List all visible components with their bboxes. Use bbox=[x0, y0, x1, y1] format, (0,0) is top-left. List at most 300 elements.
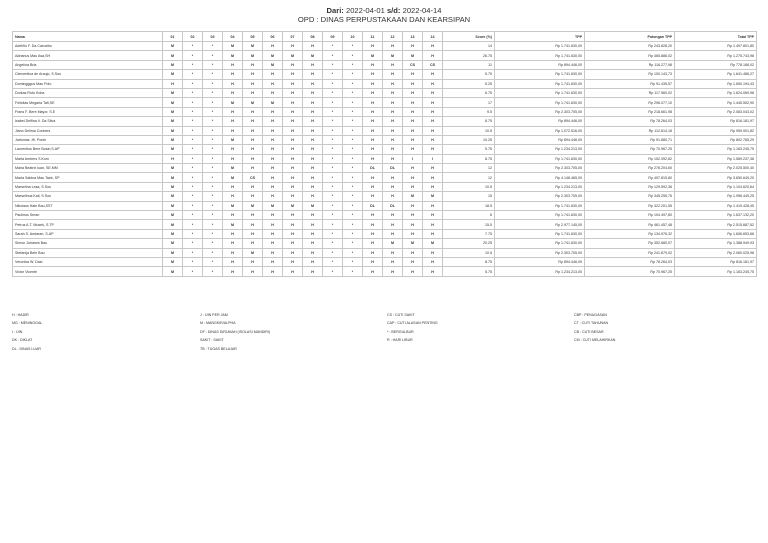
tpp-cell: Rp 1.741.630,00 bbox=[495, 239, 585, 248]
attendance-code-cell: H bbox=[283, 192, 303, 201]
tpp-deduction-cell: Rp 112.614,18 bbox=[585, 126, 675, 135]
attendance-code-cell: H bbox=[363, 239, 383, 248]
score-cell: 15.5 bbox=[443, 220, 495, 229]
attendance-code-cell: H bbox=[363, 117, 383, 126]
employee-name-cell: Angelina Bria bbox=[13, 60, 163, 69]
attendance-code-cell: * bbox=[343, 145, 363, 154]
attendance-code-cell: * bbox=[323, 98, 343, 107]
attendance-code-cell: * bbox=[343, 88, 363, 97]
attendance-code-cell: * bbox=[323, 201, 343, 210]
attendance-code-cell: H bbox=[283, 107, 303, 116]
attendance-code-cell: H bbox=[423, 135, 443, 144]
tpp-deduction-cell: Rp 243.828,20 bbox=[585, 42, 675, 51]
employee-name-cell: Nikolaus Hale Bau,SST bbox=[13, 201, 163, 210]
attendance-code-cell: H bbox=[263, 42, 283, 51]
attendance-code-cell: M bbox=[163, 201, 183, 210]
score-cell: 10.25 bbox=[443, 135, 495, 144]
column-header: 07 bbox=[283, 32, 303, 42]
tpp-deduction-cell: Rp 116.277,98 bbox=[585, 60, 675, 69]
attendance-code-cell: I bbox=[423, 154, 443, 163]
employee-name-cell: Marselinus Kali, S.Sos bbox=[13, 192, 163, 201]
report-subtitle: OPD : DINAS PERPUSTAKAAN DAN KEARSIPAN bbox=[297, 15, 471, 24]
attendance-code-cell: H bbox=[243, 154, 263, 163]
attendance-code-cell: H bbox=[303, 257, 323, 266]
attendance-code-cell: * bbox=[183, 201, 203, 210]
attendance-code-cell: * bbox=[323, 229, 343, 238]
attendance-code-cell: H bbox=[223, 192, 243, 201]
score-cell: 10.5 bbox=[443, 126, 495, 135]
attendance-code-cell: H bbox=[303, 229, 323, 238]
total-tpp-cell: Rp 959.901,82 bbox=[675, 126, 757, 135]
attendance-code-cell: H bbox=[243, 229, 263, 238]
attendance-code-cell: H bbox=[263, 88, 283, 97]
attendance-code-cell: M bbox=[263, 51, 283, 60]
attendance-code-cell: H bbox=[303, 70, 323, 79]
attendance-code-cell: H bbox=[363, 173, 383, 182]
attendance-code-cell: H bbox=[403, 211, 423, 220]
employee-name-cell: Jiano Delima Conbers bbox=[13, 126, 163, 135]
tpp-cell: Rp 1.741.630,00 bbox=[495, 79, 585, 88]
employee-name-cell: Adrianus Mau Asa,SH bbox=[13, 51, 163, 60]
attendance-code-cell: H bbox=[283, 248, 303, 257]
employee-name-cell: Frans F. Bere Mayor, S.E bbox=[13, 107, 163, 116]
attendance-code-cell: * bbox=[203, 239, 223, 248]
attendance-table bbox=[12, 31, 757, 277]
attendance-code-cell: H bbox=[383, 126, 403, 135]
employee-name-cell: Dorkas Roto Koba bbox=[13, 88, 163, 97]
legend-item: CS : CUTI SAKIT bbox=[387, 313, 415, 317]
attendance-code-cell: H bbox=[163, 154, 183, 163]
total-tpp-cell: Rp 1.956.449,25 bbox=[675, 192, 757, 201]
attendance-code-cell: H bbox=[363, 257, 383, 266]
score-cell: 12 bbox=[443, 173, 495, 182]
tpp-cell: Rp 1.234.213,00 bbox=[495, 182, 585, 191]
attendance-code-cell: H bbox=[263, 117, 283, 126]
attendance-code-cell: M bbox=[303, 51, 323, 60]
attendance-code-cell: * bbox=[203, 248, 223, 257]
attendance-code-cell: * bbox=[203, 117, 223, 126]
attendance-code-cell: * bbox=[323, 60, 343, 69]
column-header: 04 bbox=[223, 32, 243, 42]
tpp-deduction-cell: Rp 322.201,55 bbox=[585, 201, 675, 210]
attendance-code-cell: H bbox=[283, 60, 303, 69]
attendance-code-cell: * bbox=[203, 201, 223, 210]
tpp-deduction-cell: Rp 296.077,10 bbox=[585, 98, 675, 107]
tpp-deduction-cell: Rp 218.661,98 bbox=[585, 107, 675, 116]
total-tpp-cell: Rp 1.624.069,98 bbox=[675, 88, 757, 97]
column-header: 05 bbox=[243, 32, 263, 42]
attendance-code-cell: M bbox=[403, 51, 423, 60]
attendance-code-cell: H bbox=[243, 88, 263, 97]
attendance-code-cell: * bbox=[323, 267, 343, 276]
attendance-code-cell: M bbox=[243, 51, 263, 60]
attendance-code-cell: H bbox=[243, 135, 263, 144]
attendance-code-cell: H bbox=[363, 126, 383, 135]
attendance-code-cell: * bbox=[323, 173, 343, 182]
table-row bbox=[13, 239, 757, 248]
table-header-row bbox=[13, 32, 757, 42]
attendance-code-cell: * bbox=[343, 182, 363, 191]
total-tpp-cell: Rp 1.497.801,80 bbox=[675, 42, 757, 51]
score-cell: 7.75 bbox=[443, 229, 495, 238]
total-tpp-cell: Rp 2.515.687,52 bbox=[675, 220, 757, 229]
attendance-code-cell: M bbox=[263, 201, 283, 210]
legend-item: SAKIT : SAKIT bbox=[200, 338, 224, 343]
attendance-code-cell: H bbox=[403, 248, 423, 257]
column-header: 12 bbox=[383, 32, 403, 42]
attendance-code-cell: M bbox=[383, 239, 403, 248]
attendance-code-cell: M bbox=[423, 239, 443, 248]
attendance-code-cell: H bbox=[263, 107, 283, 116]
attendance-code-cell: M bbox=[283, 201, 303, 210]
table-row bbox=[13, 51, 757, 60]
total-tpp-cell: Rp 2.060.025,98 bbox=[675, 248, 757, 257]
attendance-code-cell: H bbox=[403, 88, 423, 97]
attendance-code-cell: M bbox=[163, 257, 183, 266]
tpp-deduction-cell: Rp 497.815,80 bbox=[585, 173, 675, 182]
attendance-code-cell: H bbox=[263, 135, 283, 144]
attendance-code-cell: M bbox=[163, 229, 183, 238]
employee-name-cell: Marselina Lesa, S.Sos bbox=[13, 182, 163, 191]
attendance-code-cell: H bbox=[223, 211, 243, 220]
attendance-code-cell: * bbox=[323, 211, 343, 220]
attendance-code-cell: H bbox=[283, 257, 303, 266]
attendance-code-cell: M bbox=[163, 51, 183, 60]
attendance-code-cell: M bbox=[403, 192, 423, 201]
attendance-code-cell: * bbox=[183, 79, 203, 88]
score-cell: 12 bbox=[443, 164, 495, 173]
attendance-code-cell: M bbox=[223, 135, 243, 144]
attendance-code-cell: H bbox=[363, 88, 383, 97]
attendance-code-cell: H bbox=[283, 211, 303, 220]
attendance-code-cell: H bbox=[363, 42, 383, 51]
attendance-code-cell: H bbox=[283, 117, 303, 126]
attendance-code-cell: H bbox=[283, 173, 303, 182]
attendance-code-cell: H bbox=[223, 257, 243, 266]
legend-item: J : IJIN PER JAM bbox=[200, 313, 228, 317]
attendance-code-cell: * bbox=[323, 107, 343, 116]
attendance-code-cell: H bbox=[263, 126, 283, 135]
attendance-code-cell: H bbox=[383, 107, 403, 116]
attendance-code-cell: H bbox=[303, 154, 323, 163]
attendance-code-cell: * bbox=[183, 229, 203, 238]
tpp-cell: Rp 1.741.630,00 bbox=[495, 229, 585, 238]
attendance-code-cell: H bbox=[383, 211, 403, 220]
attendance-code-cell: H bbox=[243, 79, 263, 88]
attendance-code-cell: H bbox=[303, 164, 323, 173]
attendance-code-cell: M bbox=[163, 107, 183, 116]
column-header: 13 bbox=[403, 32, 423, 42]
employee-name-cell: Domingggus Mau Polo bbox=[13, 79, 163, 88]
column-header: Score (%) bbox=[443, 32, 495, 42]
legend-column bbox=[200, 311, 270, 353]
attendance-code-cell: H bbox=[243, 117, 263, 126]
attendance-code-cell: * bbox=[183, 145, 203, 154]
employee-name-cell: Petrus A.T. Musek, S.TP bbox=[13, 220, 163, 229]
attendance-code-cell: * bbox=[203, 42, 223, 51]
score-cell: 20.25 bbox=[443, 239, 495, 248]
attendance-code-cell: H bbox=[283, 182, 303, 191]
attendance-code-cell: H bbox=[423, 145, 443, 154]
legend-item: DK : DIKLAT bbox=[12, 338, 33, 343]
attendance-code-cell: * bbox=[323, 88, 343, 97]
attendance-code-cell: CS bbox=[243, 173, 263, 182]
score-cell: 8.75 bbox=[443, 154, 495, 163]
attendance-code-cell: H bbox=[263, 145, 283, 154]
column-header: Total TPP bbox=[675, 32, 757, 42]
employee-name-cell: Isabel Delfina V. Da Silva bbox=[13, 117, 163, 126]
attendance-code-cell: H bbox=[223, 248, 243, 257]
attendance-code-cell: H bbox=[283, 88, 303, 97]
tpp-cell: Rp 1.741.630,00 bbox=[495, 211, 585, 220]
attendance-code-cell: H bbox=[263, 211, 283, 220]
attendance-code-cell: * bbox=[323, 51, 343, 60]
tpp-deduction-cell: Rp 78.264,03 bbox=[585, 257, 675, 266]
attendance-code-cell: M bbox=[243, 248, 263, 257]
tpp-cell: Rp 4.148.465,00 bbox=[495, 173, 585, 182]
attendance-code-cell: H bbox=[303, 211, 323, 220]
attendance-code-cell: H bbox=[423, 88, 443, 97]
attendance-code-cell: * bbox=[183, 51, 203, 60]
attendance-code-cell: H bbox=[303, 220, 323, 229]
total-tpp-cell: Rp 1.606.653,68 bbox=[675, 229, 757, 238]
attendance-code-cell: H bbox=[263, 154, 283, 163]
attendance-code-cell: M bbox=[403, 239, 423, 248]
tpp-cell: Rp 1.741.630,00 bbox=[495, 98, 585, 107]
attendance-code-cell: H bbox=[423, 51, 443, 60]
attendance-code-cell: * bbox=[183, 98, 203, 107]
column-header: 06 bbox=[263, 32, 283, 42]
attendance-code-cell: H bbox=[383, 88, 403, 97]
attendance-code-cell: H bbox=[423, 79, 443, 88]
attendance-code-cell: * bbox=[323, 192, 343, 201]
attendance-code-cell: M bbox=[163, 42, 183, 51]
attendance-code-cell: H bbox=[303, 88, 323, 97]
attendance-code-cell: H bbox=[303, 135, 323, 144]
attendance-code-cell: * bbox=[203, 51, 223, 60]
attendance-code-cell: H bbox=[223, 79, 243, 88]
score-cell: 5.75 bbox=[443, 267, 495, 276]
score-cell: 5.75 bbox=[443, 70, 495, 79]
attendance-code-cell: H bbox=[363, 98, 383, 107]
attendance-code-cell: M bbox=[163, 88, 183, 97]
employee-name-cell: Stefanija Bele Bau bbox=[13, 248, 163, 257]
attendance-code-cell: H bbox=[283, 145, 303, 154]
attendance-code-cell: H bbox=[243, 267, 263, 276]
legend-item: CT : CUTI TAHUNAN bbox=[574, 321, 609, 326]
table-row bbox=[13, 70, 757, 79]
tpp-cell: Rp 1.741.630,00 bbox=[495, 70, 585, 79]
tpp-cell: Rp 1.741.630,00 bbox=[495, 154, 585, 163]
attendance-code-cell: H bbox=[403, 201, 423, 210]
legend-item: TB : TUGAS BELAJAR bbox=[200, 346, 237, 351]
attendance-code-cell: H bbox=[283, 164, 303, 173]
attendance-code-cell: M bbox=[223, 220, 243, 229]
attendance-code-cell: * bbox=[183, 70, 203, 79]
attendance-code-cell: H bbox=[223, 107, 243, 116]
attendance-code-cell: H bbox=[303, 126, 323, 135]
attendance-code-cell: H bbox=[303, 117, 323, 126]
attendance-code-cell: * bbox=[343, 51, 363, 60]
date-to: 2022-04-14 bbox=[402, 6, 442, 15]
total-tpp-cell: Rp 802.765,29 bbox=[675, 135, 757, 144]
attendance-code-cell: * bbox=[183, 135, 203, 144]
table-row bbox=[13, 107, 757, 116]
attendance-code-cell: M bbox=[243, 42, 263, 51]
attendance-code-cell: H bbox=[363, 192, 383, 201]
attendance-code-cell: * bbox=[343, 98, 363, 107]
attendance-code-cell: H bbox=[243, 211, 263, 220]
attendance-code-cell: * bbox=[323, 257, 343, 266]
attendance-code-cell: M bbox=[223, 98, 243, 107]
attendance-code-cell: H bbox=[403, 164, 423, 173]
attendance-code-cell: * bbox=[183, 164, 203, 173]
attendance-code-cell: H bbox=[383, 42, 403, 51]
attendance-code-cell: H bbox=[383, 192, 403, 201]
tpp-cell: Rp 2.303.705,00 bbox=[495, 164, 585, 173]
total-tpp-cell: Rp 1.650.194,43 bbox=[675, 79, 757, 88]
attendance-code-cell: H bbox=[223, 154, 243, 163]
score-cell: 10.5 bbox=[443, 248, 495, 257]
attendance-code-cell: H bbox=[363, 135, 383, 144]
total-tpp-cell: Rp 816.181,97 bbox=[675, 257, 757, 266]
score-cell: 5.25 bbox=[443, 79, 495, 88]
attendance-code-cell: H bbox=[363, 267, 383, 276]
attendance-code-cell: * bbox=[343, 220, 363, 229]
column-header: 02 bbox=[183, 32, 203, 42]
attendance-code-cell: * bbox=[343, 192, 363, 201]
attendance-code-cell: H bbox=[363, 220, 383, 229]
attendance-code-cell: H bbox=[383, 267, 403, 276]
total-tpp-cell: Rp 1.163.245,75 bbox=[675, 267, 757, 276]
total-tpp-cell: Rp 3.650.649,20 bbox=[675, 173, 757, 182]
attendance-code-cell: * bbox=[203, 229, 223, 238]
attendance-code-cell: * bbox=[203, 60, 223, 69]
attendance-code-cell: * bbox=[183, 182, 203, 191]
attendance-code-cell: * bbox=[183, 267, 203, 276]
attendance-code-cell: M bbox=[163, 117, 183, 126]
attendance-code-cell: H bbox=[423, 229, 443, 238]
total-tpp-cell: Rp 1.445.552,90 bbox=[675, 98, 757, 107]
total-tpp-cell: Rp 778.168,02 bbox=[675, 60, 757, 69]
attendance-code-cell: * bbox=[343, 135, 363, 144]
attendance-code-cell: H bbox=[363, 229, 383, 238]
attendance-code-cell: H bbox=[303, 192, 323, 201]
attendance-code-cell: H bbox=[383, 257, 403, 266]
tpp-deduction-cell: Rp 276.204,60 bbox=[585, 164, 675, 173]
column-header: 14 bbox=[423, 32, 443, 42]
score-cell: 11 bbox=[443, 60, 495, 69]
attendance-code-cell: * bbox=[203, 257, 223, 266]
employee-name-cell: Paulinus Seran bbox=[13, 211, 163, 220]
attendance-code-cell: DL bbox=[383, 201, 403, 210]
legend-item: H : HADIR bbox=[12, 313, 29, 317]
attendance-code-cell: H bbox=[403, 220, 423, 229]
attendance-code-cell: * bbox=[183, 60, 203, 69]
tpp-deduction-cell: Rp 152.392,62 bbox=[585, 154, 675, 163]
attendance-code-cell: * bbox=[343, 60, 363, 69]
attendance-code-cell: * bbox=[323, 239, 343, 248]
employee-name-cell: Simon Johanes Bau bbox=[13, 239, 163, 248]
attendance-code-cell: M bbox=[263, 60, 283, 69]
employee-name-cell: Clementina de Araujo, S.Sos bbox=[13, 70, 163, 79]
attendance-code-cell: M bbox=[163, 70, 183, 79]
table-row bbox=[13, 229, 757, 238]
attendance-code-cell: H bbox=[403, 135, 423, 144]
attendance-code-cell: H bbox=[403, 117, 423, 126]
tpp-cell: Rp 2.303.705,00 bbox=[495, 248, 585, 257]
attendance-code-cell: * bbox=[183, 211, 203, 220]
attendance-code-cell: * bbox=[343, 201, 363, 210]
attendance-code-cell: * bbox=[183, 107, 203, 116]
attendance-code-cell: H bbox=[423, 98, 443, 107]
attendance-code-cell: * bbox=[203, 164, 223, 173]
attendance-code-cell: H bbox=[163, 79, 183, 88]
attendance-code-cell: H bbox=[303, 248, 323, 257]
title-prefix: Dari: bbox=[326, 6, 344, 15]
score-cell: 9.5 bbox=[443, 107, 495, 116]
column-header: TPP bbox=[495, 32, 585, 42]
tpp-cell: Rp 894.446,00 bbox=[495, 60, 585, 69]
column-header: 09 bbox=[323, 32, 343, 42]
table-row bbox=[13, 117, 757, 126]
attendance-code-cell: * bbox=[343, 70, 363, 79]
attendance-code-cell: H bbox=[403, 42, 423, 51]
attendance-code-cell: * bbox=[323, 248, 343, 257]
attendance-code-cell: M bbox=[163, 98, 183, 107]
attendance-code-cell: * bbox=[343, 173, 363, 182]
attendance-code-cell: H bbox=[423, 117, 443, 126]
tpp-cell: Rp 2.303.705,00 bbox=[495, 107, 585, 116]
title-mid: s/d: bbox=[386, 6, 401, 15]
attendance-code-cell: * bbox=[323, 182, 343, 191]
total-tpp-cell: Rp 1.104.620,64 bbox=[675, 182, 757, 191]
total-tpp-cell: Rp 1.163.245,75 bbox=[675, 145, 757, 154]
table-row bbox=[13, 257, 757, 266]
attendance-code-cell: M bbox=[383, 51, 403, 60]
column-header-name: Nama bbox=[13, 32, 163, 42]
tpp-deduction-cell: Rp 241.679,02 bbox=[585, 248, 675, 257]
tpp-cell: Rp 1.741.630,00 bbox=[495, 42, 585, 51]
attendance-code-cell: M bbox=[163, 182, 183, 191]
attendance-code-cell: H bbox=[383, 173, 403, 182]
attendance-code-cell: H bbox=[243, 126, 263, 135]
score-cell: 26.75 bbox=[443, 51, 495, 60]
attendance-code-cell: H bbox=[423, 267, 443, 276]
attendance-code-cell: H bbox=[303, 173, 323, 182]
total-tpp-cell: Rp 1.388.949,93 bbox=[675, 239, 757, 248]
attendance-code-cell: H bbox=[403, 126, 423, 135]
attendance-code-cell: H bbox=[263, 164, 283, 173]
attendance-code-cell: H bbox=[383, 248, 403, 257]
attendance-code-cell: H bbox=[223, 88, 243, 97]
legend-column bbox=[12, 311, 42, 353]
attendance-code-cell: H bbox=[223, 239, 243, 248]
attendance-code-cell: * bbox=[343, 126, 363, 135]
attendance-code-cell: H bbox=[423, 70, 443, 79]
employee-name-cell: Adeliño F. Da Carvalho bbox=[13, 42, 163, 51]
attendance-code-cell: H bbox=[223, 267, 243, 276]
attendance-code-cell: H bbox=[423, 164, 443, 173]
attendance-code-cell: H bbox=[283, 239, 303, 248]
attendance-code-cell: * bbox=[343, 107, 363, 116]
attendance-code-cell: H bbox=[243, 164, 263, 173]
attendance-code-cell: * bbox=[183, 154, 203, 163]
column-header: 10 bbox=[343, 32, 363, 42]
table-row bbox=[13, 211, 757, 220]
attendance-code-cell: * bbox=[343, 117, 363, 126]
attendance-code-cell: H bbox=[383, 229, 403, 238]
